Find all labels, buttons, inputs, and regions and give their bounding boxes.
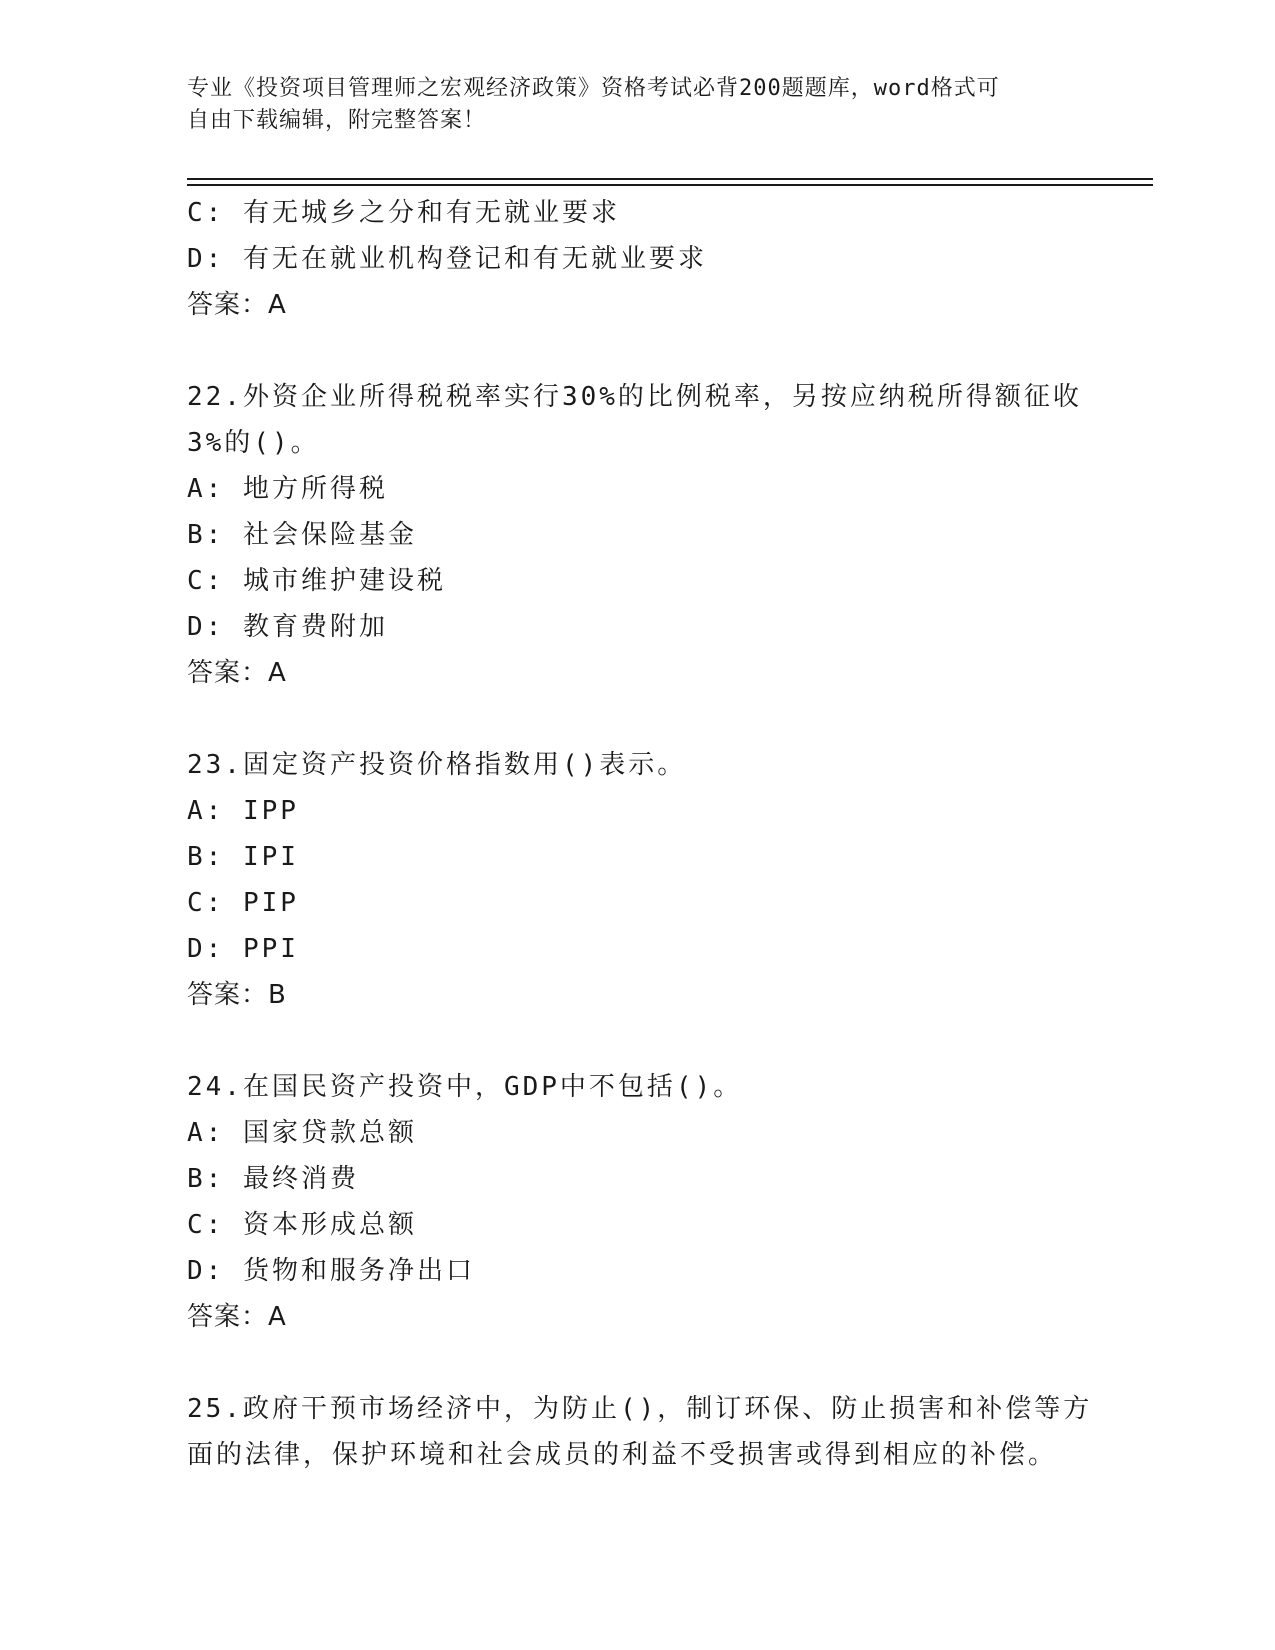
header-divider-top <box>187 178 1153 180</box>
option-b: B: 社会保险基金 <box>187 520 417 550</box>
option-c: C: PIP <box>187 888 299 918</box>
question-stem-continued: 3%的()。 <box>187 428 320 458</box>
option-b: B: IPI <box>187 842 299 872</box>
document-header <box>187 73 1087 137</box>
question-stem-continued: 面的法律，保护环境和社会成员的利益不受损害或得到相应的补偿。 <box>187 1440 1058 1470</box>
question-stem: 24.在国民资产投资中，GDP中不包括()。 <box>187 1072 743 1102</box>
option-d: D: PPI <box>187 934 299 964</box>
question-stem: 22.外资企业所得税税率实行30%的比例税率，另按应纳税所得额征收 <box>187 382 1082 412</box>
header-line-2: 自由下载编辑，附完整答案！ <box>187 108 487 133</box>
question-25 <box>187 1386 1147 1478</box>
option-c: C: 城市维护建设税 <box>187 566 446 596</box>
question-22 <box>187 374 1147 696</box>
option-c: C: 有无城乡之分和有无就业要求 <box>187 198 620 228</box>
question-23 <box>187 742 1147 1018</box>
option-b: B: 最终消费 <box>187 1164 359 1194</box>
option-d: D: 有无在就业机构登记和有无就业要求 <box>187 244 707 274</box>
option-d: D: 教育费附加 <box>187 612 388 642</box>
question-21-fragment <box>187 190 1147 328</box>
spacer <box>187 1340 1147 1386</box>
answer: 答案：A <box>187 290 287 320</box>
spacer <box>187 696 1147 742</box>
answer: 答案：A <box>187 1302 287 1332</box>
answer: 答案：A <box>187 658 287 688</box>
question-24 <box>187 1064 1147 1340</box>
option-a: A: 地方所得税 <box>187 474 388 504</box>
spacer <box>187 328 1147 374</box>
header-line-1: 专业《投资项目管理师之宏观经济政策》资格考试必背200题题库，word格式可 <box>187 76 1000 101</box>
option-d: D: 货物和服务净出口 <box>187 1256 475 1286</box>
header-divider-bottom <box>187 184 1153 186</box>
option-a: A: 国家贷款总额 <box>187 1118 417 1148</box>
question-stem: 25.政府干预市场经济中，为防止()，制订环保、防止损害和补偿等方 <box>187 1394 1093 1424</box>
question-stem: 23.固定资产投资价格指数用()表示。 <box>187 750 687 780</box>
option-c: C: 资本形成总额 <box>187 1210 417 1240</box>
option-a: A: IPP <box>187 796 299 826</box>
answer: 答案：B <box>187 980 287 1010</box>
document-body <box>187 190 1147 1478</box>
spacer <box>187 1018 1147 1064</box>
